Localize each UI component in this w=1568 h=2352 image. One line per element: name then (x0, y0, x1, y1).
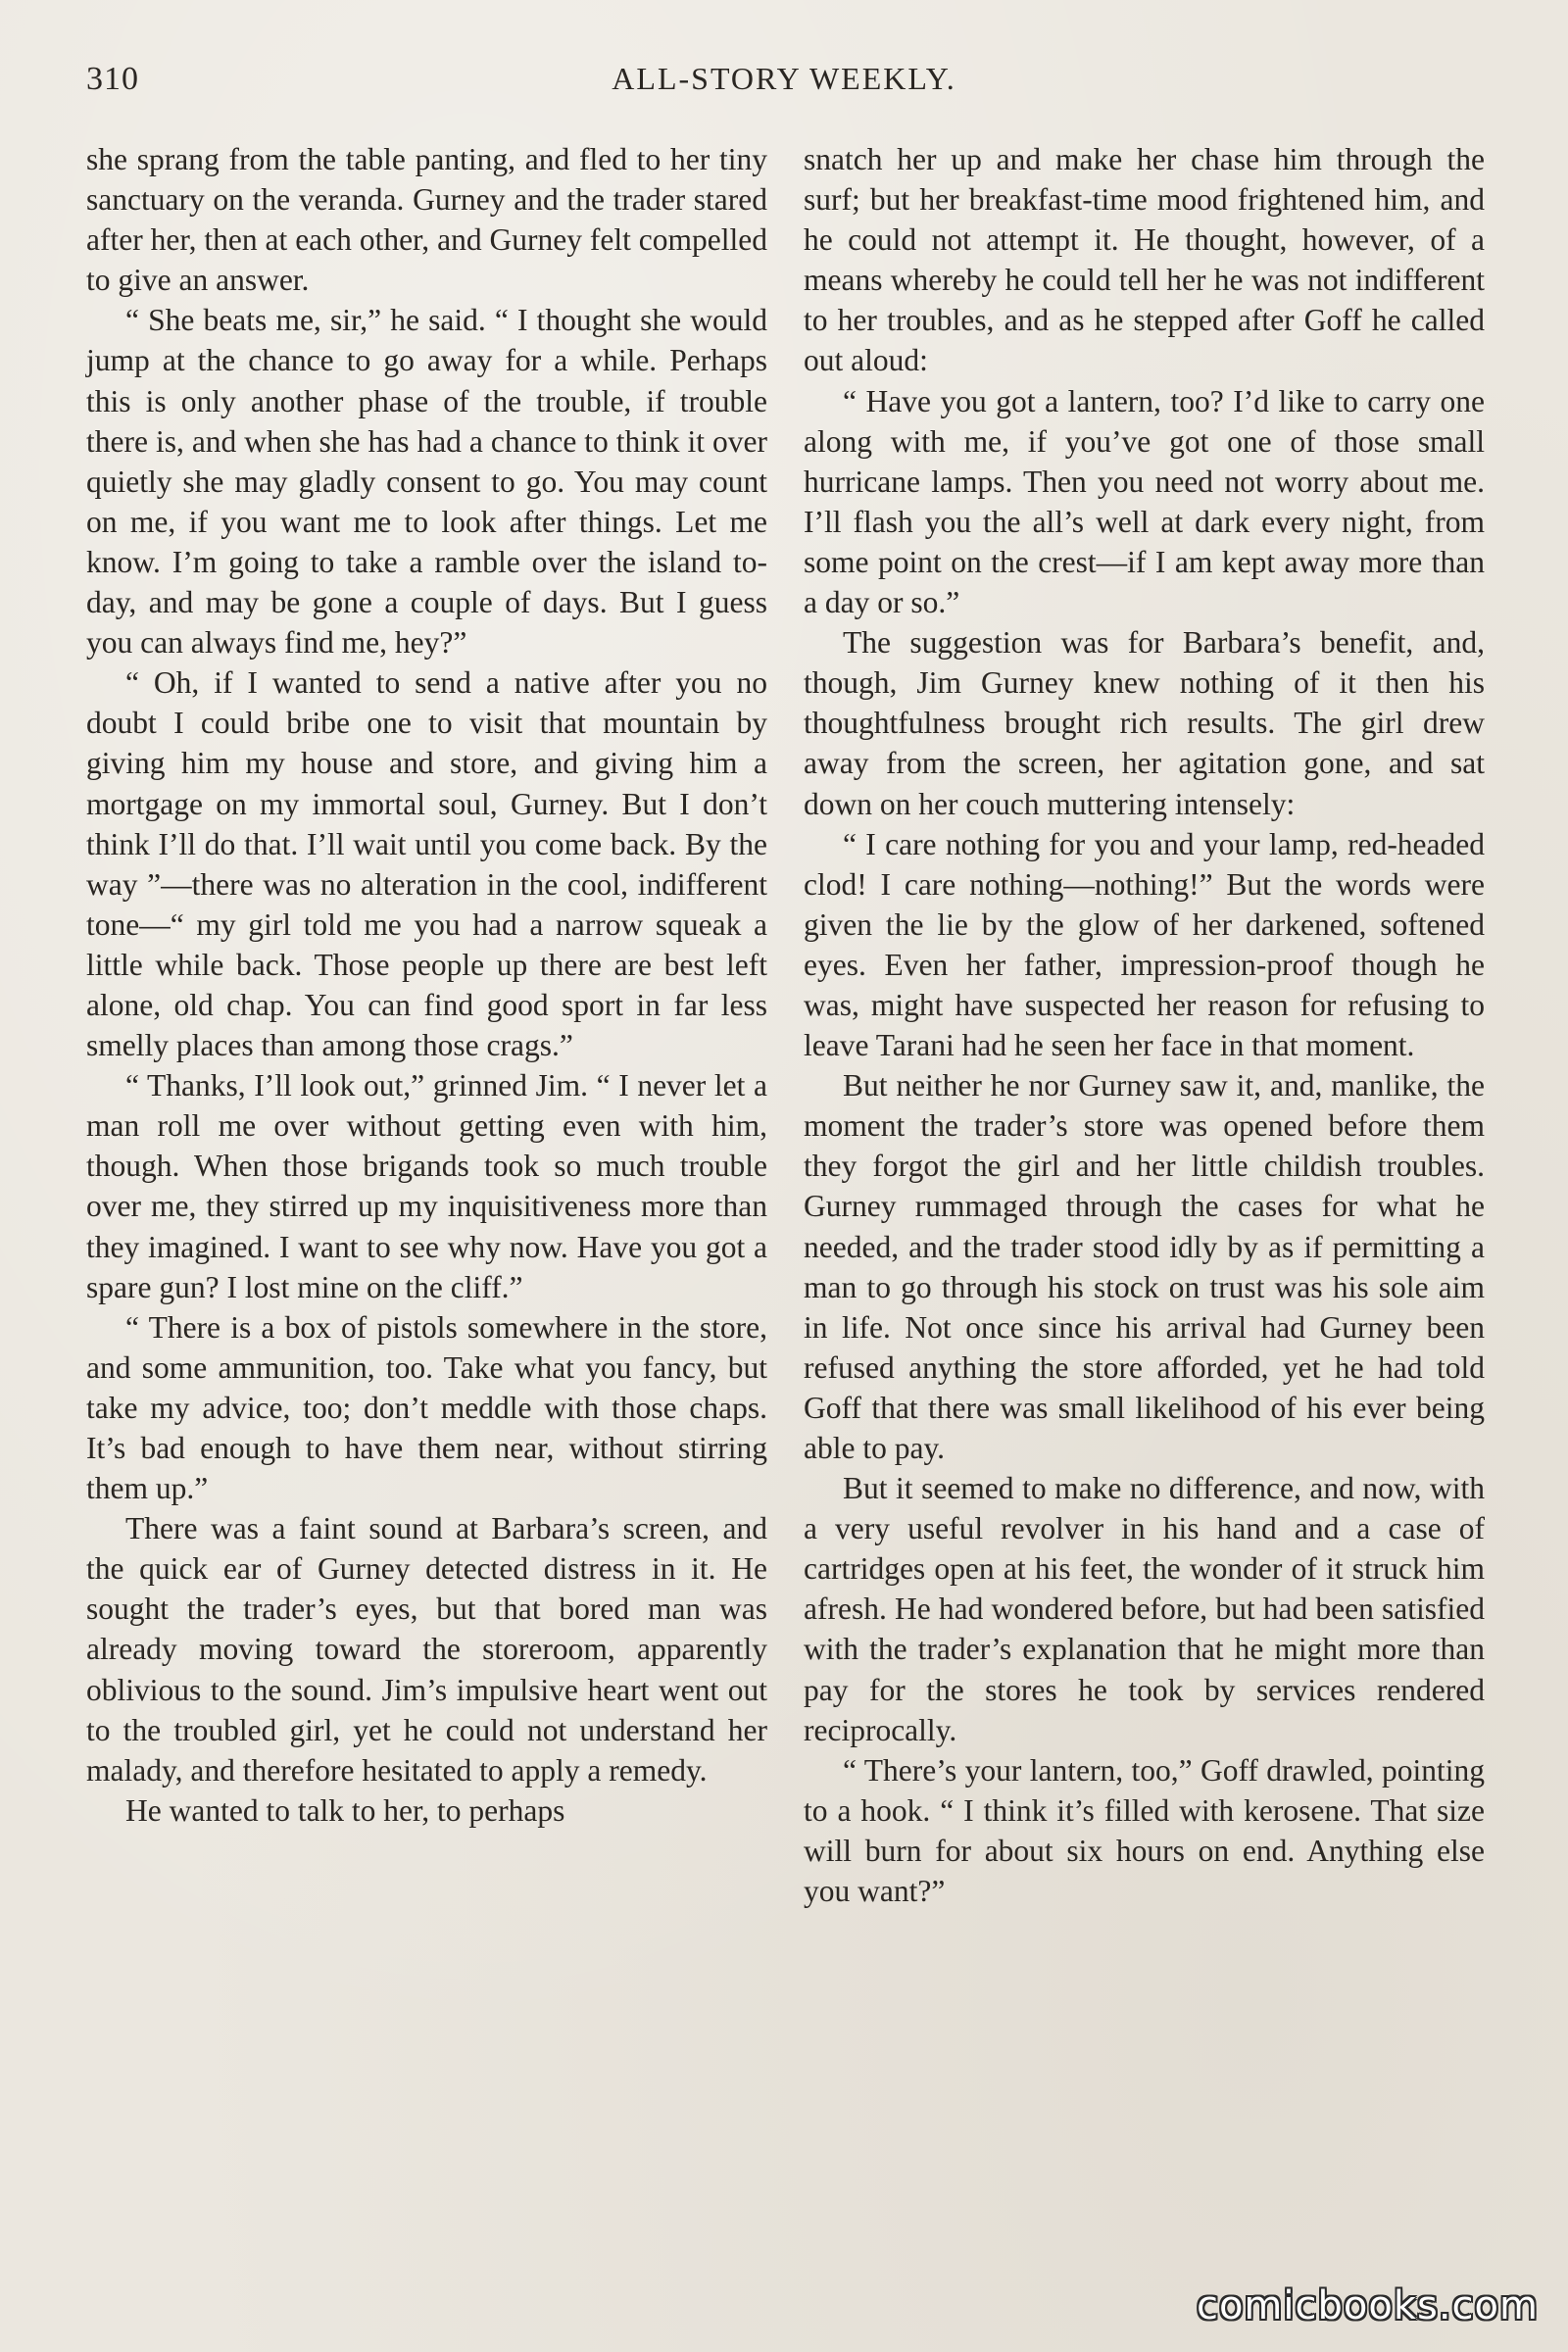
watermark: comicbooks.com (1196, 2283, 1539, 2328)
paragraph: “ There’s your lantern, too,” Goff drawled, pointing to a hook. “ I think it’s filled with kerosene. That size will burn for about six hours on end. Anything else you want?” (804, 1752, 1485, 1909)
right-column (804, 139, 1485, 1911)
paragraph: “ She beats me, sir,” he said. “ I thought she would jump at the chance to go away for a while. Perhaps this is only another phase of the trouble, if trouble there is, and when she has had a chance to think it over quietly she may gladly consent to go. You may count on me, if you want me to look after things. Let me know. I’m going to take a ramble over the island to-day, and may be gone a couple of days. But I guess you can always find me, hey?” (86, 303, 767, 661)
paragraph: But neither he nor Gurney saw it, and, manlike, the moment the trader’s store was opened before them they forgot the girl and her little childish troubles. Gurney rummaged through the cases for what he needed, and the trader stood idly by as if permitting a man to go through his stock on trust was his sole aim in life. Not once since his arrival had Gurney been refused anything the store afforded, yet he had told Goff that there was small likelihood of his ever being able to pay. (804, 1068, 1485, 1465)
paragraph: “ There is a box of pistols somewhere in the store, and some ammunition, too. Take what you fancy, but take my advice, too; don’t meddle with those chaps. It’s bad enough to have them near, without stirring them up.” (86, 1309, 767, 1506)
paragraph: The suggestion was for Barbara’s benefit, and, though, Jim Gurney knew nothing of it then his thoughtfulness brought rich results. The girl drew away from the screen, her agitation gone, and sat down on her couch muttering intensely: (804, 625, 1485, 821)
paragraph: “ Thanks, I’ll look out,” grinned Jim. “ I never let a man roll me over without getting even with him, though. When those brigands took so much trouble over me, they stirred up my inquisitiveness more than they imagined. I want to see why now. Have you got a spare gun? I lost mine on the cliff.” (86, 1068, 767, 1304)
page-header (86, 61, 1482, 110)
paragraph: “ Oh, if I wanted to send a native after you no doubt I could bribe one to visit that mountain by giving him my house and store, and giving him a mortgage on my immortal soul, Gurney. But I don’t think I’ll do that. I’ll wait until you come back. By the way ”—there was no alteration in the cool, indifferent tone—“ my girl told me you had a narrow squeak a little while back. Those people up there are best left alone, old chap. You can find good sport in far less smelly places than among those crags.” (86, 665, 767, 1063)
running-head: ALL-STORY WEEKLY. (612, 61, 956, 96)
paragraph: There was a faint sound at Barbara’s screen, and the quick ear of Gurney detected distress in it. He sought the trader’s eyes, but that bored man was already moving toward the storeroom, apparently oblivious to the sound. Jim’s impulsive heart went out to the troubled girl, yet he could not understand her malady, and therefore hesitated to apply a remedy. (86, 1511, 767, 1788)
left-column (86, 139, 767, 1831)
paragraph: He wanted to talk to her, to perhaps (125, 1792, 565, 1828)
paragraph: But it seemed to make no difference, and now, with a very useful revolver in his hand and a case of cartridges open at his feet, the wonder of it struck him afresh. He had wondered before, but had been satisfied with the trader’s explanation that he might more than pay for the stores he took by services rendered reciprocally. (804, 1471, 1485, 1747)
page-number: 310 (86, 61, 139, 97)
paragraph: she sprang from the table panting, and fled to her tiny sanctuary on the veranda. Gurney and the trader stared after her, then at each other, and Gurney felt compelled to give an answer. (86, 142, 767, 298)
paragraph: “ Have you got a lantern, too? I’d like to carry one along with me, if you’ve got one of those small hurricane lamps. Then you need not worry about me. I’ll flash you the all’s well at dark every night, from some point on the crest—if I am kept away more than a day or so.” (804, 383, 1485, 620)
paragraph: “ I care nothing for you and your lamp, red-headed clod! I care nothing—nothing!” But the words were given the lie by the glow of her darkened, softened eyes. Even her father, impression-proof though he was, might have suspected her reason for refusing to leave Tarani had he seen her face in that moment. (804, 826, 1485, 1063)
paragraph: snatch her up and make her chase him through the surf; but her breakfast-time mood frightened him, and he could not attempt it. He thought, however, of a means whereby he could tell her he was not indifferent to her troubles, and as he stepped after Goff he called out aloud: (804, 142, 1485, 378)
